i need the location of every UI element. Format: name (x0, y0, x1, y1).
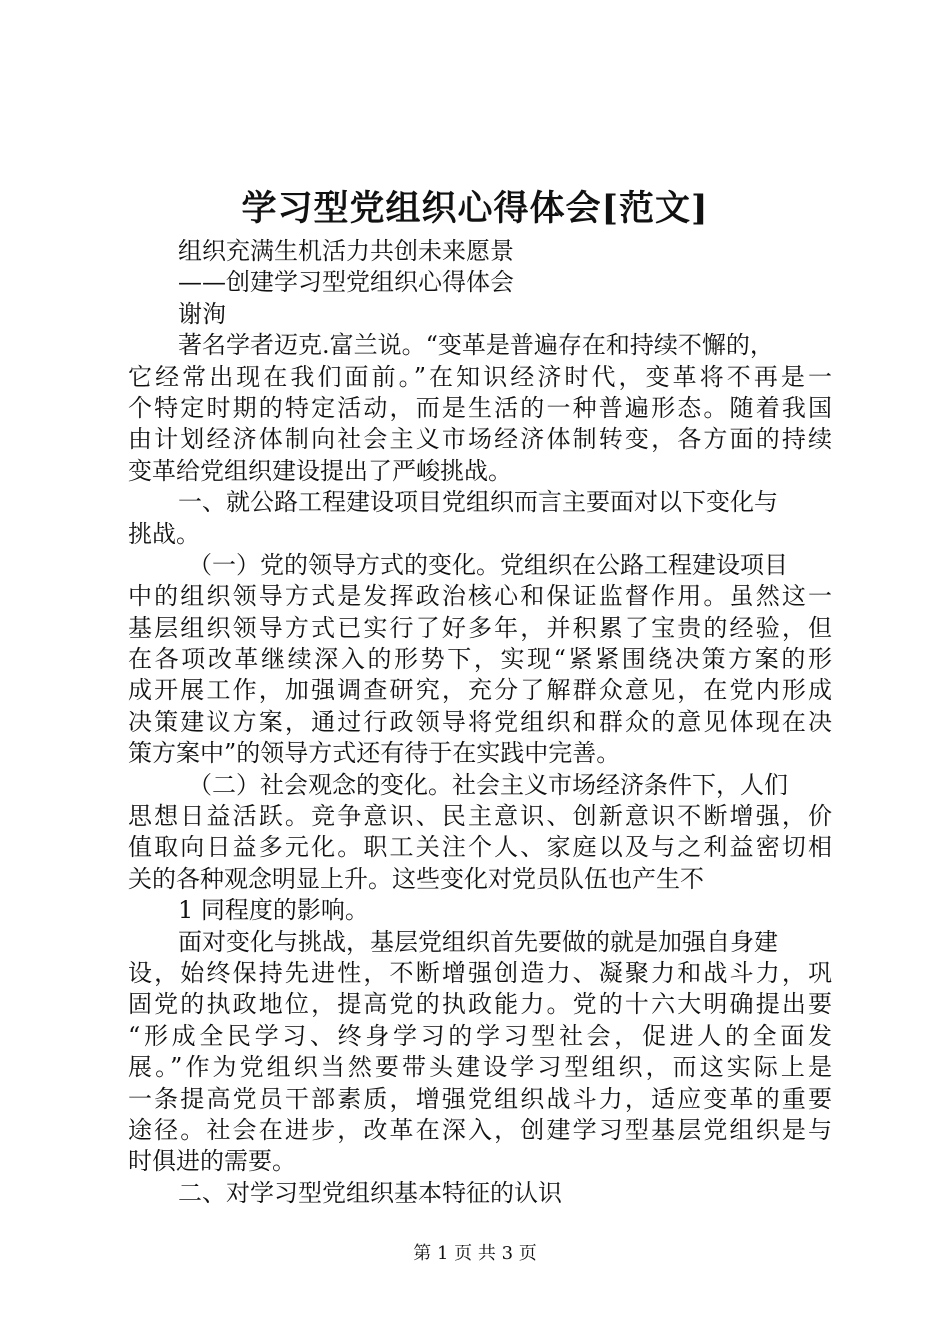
paragraph-line: 关的各种观念明显上升。这些变化对党员队伍也产生不 (128, 864, 704, 893)
paragraph-line: 途径。社会在进步，改革在深入，创建学习型基层党组织是与 (128, 1115, 832, 1144)
paragraph-line: 在各项改革继续深入的形势下，实现“紧紧围绕决策方案的形 (128, 645, 832, 674)
paragraph-line: 思想日益活跃。竞争意识、民主意识、创新意识不断增强，价 (128, 802, 832, 831)
paragraph-line: 1 同程度的影响。 (178, 896, 369, 925)
document-body (128, 236, 832, 1209)
paragraph-line: 由计划经济体制向社会主义市场经济体制转变，各方面的持续 (128, 425, 832, 454)
author-name: 谢洵 (178, 299, 226, 328)
paragraph-line: 设，始终保持先进性，不断增强创造力、凝聚力和战斗力，巩 (128, 958, 832, 987)
section-heading-line: 挑战。 (128, 519, 200, 548)
paragraph-line: 面对变化与挑战，基层党组织首先要做的就是加强自身建 (178, 927, 778, 956)
document-title: 学习型党组织心得体会[范文] (241, 188, 709, 229)
paragraph-line: 它经常出现在我们面前。”在知识经济时代，变革将不再是一 (128, 362, 832, 391)
section-heading-line: 一、就公路工程建设项目党组织而言主要面对以下变化与 (178, 488, 778, 517)
subtitle-line-2: ——创建学习型党组织心得体会 (178, 268, 514, 297)
paragraph-line: 一条提高党员干部素质，增强党组织战斗力，适应变革的重要 (128, 1084, 832, 1113)
paragraph-line: 展。”作为党组织当然要带头建设学习型组织，而这实际上是 (128, 1053, 832, 1082)
paragraph-line: 值取向日益多元化。职工关注个人、家庭以及与之利益密切相 (128, 833, 832, 862)
paragraph-line: “形成全民学习、终身学习的学习型社会，促进人的全面发 (128, 1021, 832, 1050)
paragraph-line: 策方案中”的领导方式还有待于在实践中完善。 (128, 739, 621, 768)
section-heading-line: 二、对学习型党组织基本特征的认识 (178, 1178, 562, 1207)
page-footer: 第 1 页 共 3 页 (413, 1243, 537, 1264)
paragraph-line: 著名学者迈克.富兰说。“变革是普遍存在和持续不懈的， (178, 331, 774, 360)
subtitle-line-1: 组织充满生机活力共创未来愿景 (178, 237, 514, 265)
paragraph-line: 成开展工作，加强调查研究，充分了解群众意见，在党内形成 (128, 676, 832, 705)
paragraph-line: （二）社会观念的变化。社会主义市场经济条件下，人们 (188, 770, 788, 799)
paragraph-line: 固党的执政地位，提高党的执政能力。党的十六大明确提出要 (128, 990, 832, 1019)
paragraph-line: 中的组织领导方式是发挥政治核心和保证监督作用。虽然这一 (128, 582, 832, 611)
paragraph-line: 基层组织领导方式已实行了好多年，并积累了宝贵的经验，但 (128, 613, 832, 642)
paragraph-line: （一）党的领导方式的变化。党组织在公路工程建设项目 (188, 550, 788, 579)
paragraph-line: 决策建议方案，通过行政领导将党组织和群众的意见体现在决 (128, 707, 832, 736)
paragraph-line: 变革给党组织建设提出了严峻挑战。 (128, 456, 512, 485)
paragraph-line: 个特定时期的特定活动，而是生活的一种普遍形态。随着我国 (128, 393, 832, 422)
paragraph-line: 时俱进的需要。 (128, 1147, 296, 1176)
